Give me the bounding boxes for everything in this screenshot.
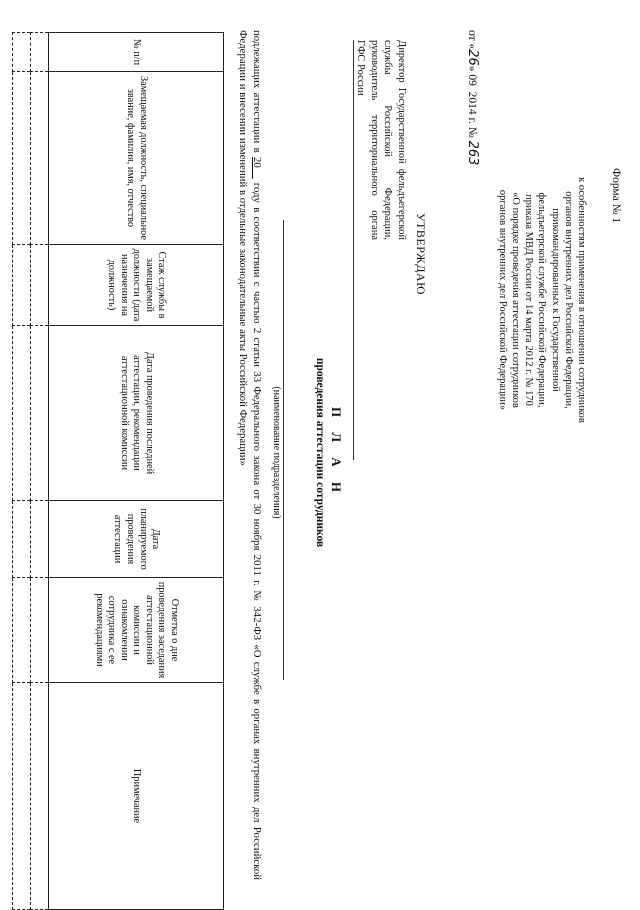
intro-part-1: подлежащих аттестации в (251, 30, 263, 153)
table-cell (31, 245, 49, 326)
department-caption: (наименование подразделения) (271, 386, 282, 519)
date-mid: » 09 (466, 65, 478, 86)
annex-line: прикомандированных к Государственной (549, 208, 561, 392)
date-day-handwritten: 26 (465, 49, 480, 66)
header-last-attestation: Дата проведения последней аттестации, рекомендации аттестационной комиссии (49, 326, 224, 501)
table-cell (31, 578, 49, 683)
table-cell (13, 326, 31, 501)
table-header-row (49, 33, 224, 910)
attestation-plan-table (12, 32, 224, 910)
annex-line: «О порядке проведения аттестации сотрудников (509, 192, 521, 408)
plan-title: П Л А Н (329, 406, 344, 499)
header-position: Замещаемая должность, специальное звание, фамилия, имя, отчество (49, 72, 224, 245)
annex-block (496, 120, 588, 480)
table-row (13, 33, 31, 910)
table-cell (31, 72, 49, 245)
header-commission-mark: Отметка о дне проведения заседания аттестационной комиссии и ознакомлении сотрудника с ее рекомендациями (49, 578, 224, 683)
form-number: Форма № 1 (610, 168, 622, 224)
table-row (31, 33, 49, 910)
table-cell (13, 33, 31, 72)
date-year: 2014 г. № (466, 91, 478, 138)
annex-line: к особенностям применения в отношении сотрудников (576, 177, 587, 423)
header-number: № п/п (49, 33, 224, 72)
plan-subtitle: проведения аттестации сотрудников (314, 357, 326, 548)
table-cell (31, 501, 49, 578)
department-underline (283, 220, 284, 680)
approval-heading: УТВЕРЖДАЮ (414, 213, 428, 295)
date-prefix: от « (466, 30, 478, 50)
annex-line: органов внутренних дел Российской Федерации» (496, 189, 508, 411)
director-title: Директор Государственной фельдъегерской службы Российской Федерации, руководитель территориального органа ГФС России (355, 40, 407, 240)
approval-date (465, 30, 480, 290)
table-cell (31, 33, 49, 72)
table-cell (31, 326, 49, 501)
intro-year-blank: 20__ (251, 156, 263, 179)
order-number-handwritten: 263 (465, 140, 480, 166)
table-cell (31, 683, 49, 910)
table-cell (13, 501, 31, 578)
annex-line: органов внутренних дел Российской Федерации, (562, 191, 574, 409)
table-cell (13, 72, 31, 245)
annex-line: приказа МВД России от 14 марта 2012 г. № 170 (523, 194, 535, 406)
annex-line: фельдъегерской службе Российской Федерации, (536, 192, 548, 408)
table-cell (13, 245, 31, 326)
intro-paragraph (236, 30, 264, 880)
header-planned-date: Дата планируемого проведения аттестации (49, 501, 224, 578)
header-service-length: Стаж службы в замещаемой должности (дата назначения на должность) (49, 245, 224, 326)
header-note: Примечание (49, 683, 224, 910)
table-cell (13, 578, 31, 683)
intro-part-2: году в соответствии с частью 2 статьи 33 Федерального закона от 30 ноября 2011 г. № 342-ФЗ «О службе в органах внутренних дел Российской Федерации и внесении изменений в отдельные законодательные акты Российской Федерации» (237, 30, 263, 881)
divider (353, 40, 354, 460)
table-cell (13, 683, 31, 910)
